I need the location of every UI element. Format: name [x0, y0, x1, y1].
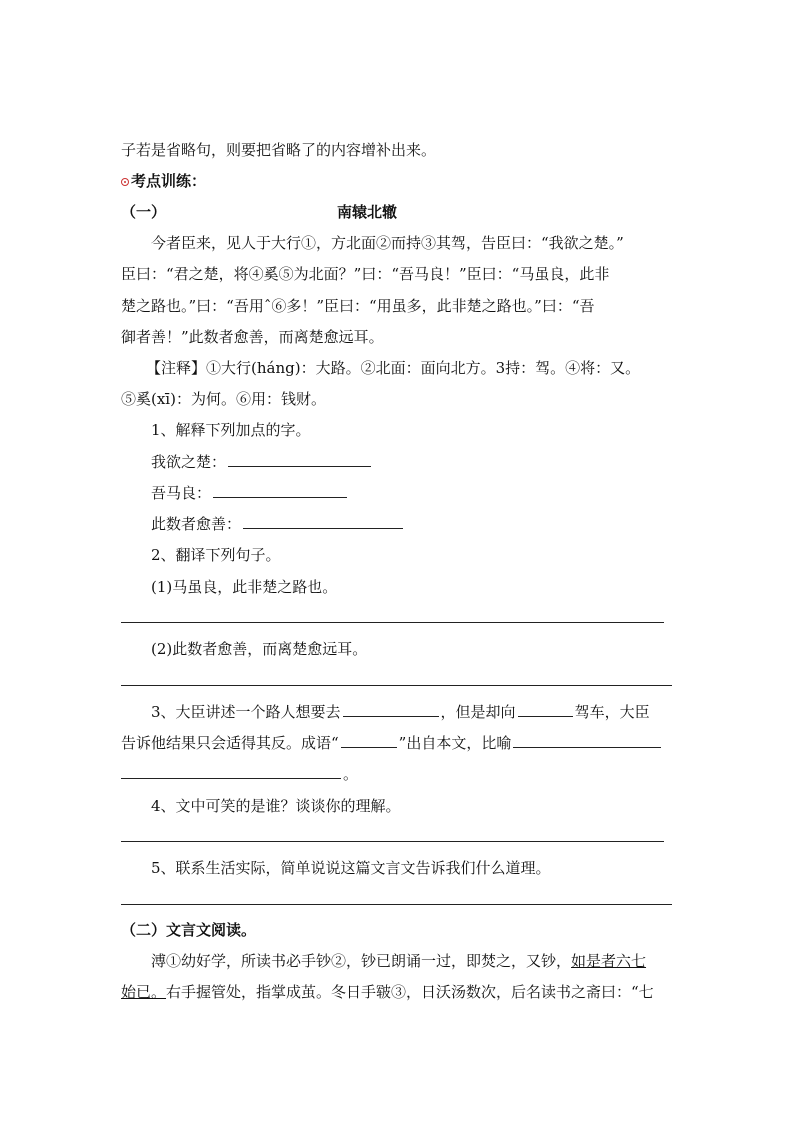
question-3-cont — [121, 733, 663, 753]
question-1: 1、解释下列加点的字。 — [151, 421, 311, 439]
question-3 — [151, 702, 650, 722]
underlined-phrase: 始已。 — [121, 983, 167, 1001]
answer-blank[interactable] — [343, 702, 439, 717]
question-4: 4、文中可笑的是谁？谈谈你的理解。 — [151, 797, 401, 815]
answer-blank[interactable] — [513, 733, 661, 748]
answer-blank[interactable] — [213, 483, 347, 498]
q1-item-label: 我欲之楚： — [151, 453, 227, 471]
question-5: 5、联系生活实际，简单说说这篇文言文告诉我们什么道理。 — [151, 859, 551, 877]
q3-text: 。 — [343, 765, 359, 783]
underlined-phrase: 如是者六七 — [571, 952, 647, 970]
passage-title: 南辕北辙 — [337, 203, 398, 221]
passage2-line — [151, 951, 646, 971]
passage2-line — [121, 982, 654, 1002]
q1-item-label: 吾马良： — [151, 484, 212, 502]
passage2-text: 右手握管处，指掌成茧。冬日手皲③，日沃汤数次，后名读书之斋曰：“七 — [166, 983, 654, 1001]
q1-item-label: 此数者愈善： — [151, 515, 242, 533]
q3-text: ”出自本文，比喻 — [398, 734, 512, 752]
continuation-line: 子若是省略句，则要把省略了的内容增补出来。 — [121, 141, 437, 159]
passage-line: 楚之路也。”曰：“吾用ˆ⑥多！”臣曰：“用虽多，此非楚之路也。”曰：“吾 — [121, 297, 595, 315]
q1-item — [151, 483, 349, 503]
question-2: 2、翻译下列句子。 — [151, 546, 281, 564]
part1-label: （一） — [121, 203, 167, 221]
section-heading-text: 考点训练： — [131, 172, 207, 190]
question-3-cont — [121, 764, 358, 784]
answer-blank[interactable] — [341, 733, 397, 748]
passage-line: 御者善！”此数者愈善，而离楚愈远耳。 — [121, 328, 384, 346]
answer-line[interactable] — [121, 904, 672, 905]
notes-line: 【注释】①大行(háng)：大路。②北面：面向北方。3持：驾。④将：又。 — [146, 359, 641, 377]
q1-item — [151, 452, 373, 472]
bullet-icon — [121, 178, 129, 186]
notes-line: ⑤奚(xī)：为何。⑥用：钱财。 — [121, 390, 326, 408]
q3-text: ，但是却向 — [440, 703, 516, 721]
answer-blank[interactable] — [518, 702, 573, 717]
answer-line[interactable] — [121, 685, 672, 686]
answer-line[interactable] — [121, 622, 664, 623]
q2-item: (1)马虽良，此非楚之路也。 — [151, 578, 338, 596]
answer-blank[interactable] — [121, 764, 341, 779]
answer-blank[interactable] — [228, 452, 371, 467]
q3-text: 3、大臣讲述一个路人想要去 — [151, 703, 341, 721]
part2-heading: （二）文言文阅读。 — [121, 921, 257, 939]
answer-line[interactable] — [121, 841, 664, 842]
section-heading — [121, 171, 206, 191]
passage-line: 臣曰：“君之楚，将④奚⑤为北面？”曰：“吾马良！”臣曰：“马虽良，此非 — [121, 265, 610, 283]
q1-item — [151, 514, 405, 534]
passage-line: 今者臣来，见人于大行①，方北面②而持③其驾，告臣曰：“我欲之楚。” — [151, 234, 624, 252]
q3-text: 告诉他结果只会适得其反。成语“ — [121, 734, 339, 752]
passage2-text: 溥①幼好学，所读书必手钞②，钞已朗诵一过，即焚之，又钞， — [151, 952, 572, 970]
q2-item: (2)此数者愈善，而离楚愈远耳。 — [151, 640, 368, 658]
q3-text: 驾车，大臣 — [574, 703, 650, 721]
answer-blank[interactable] — [243, 514, 403, 529]
